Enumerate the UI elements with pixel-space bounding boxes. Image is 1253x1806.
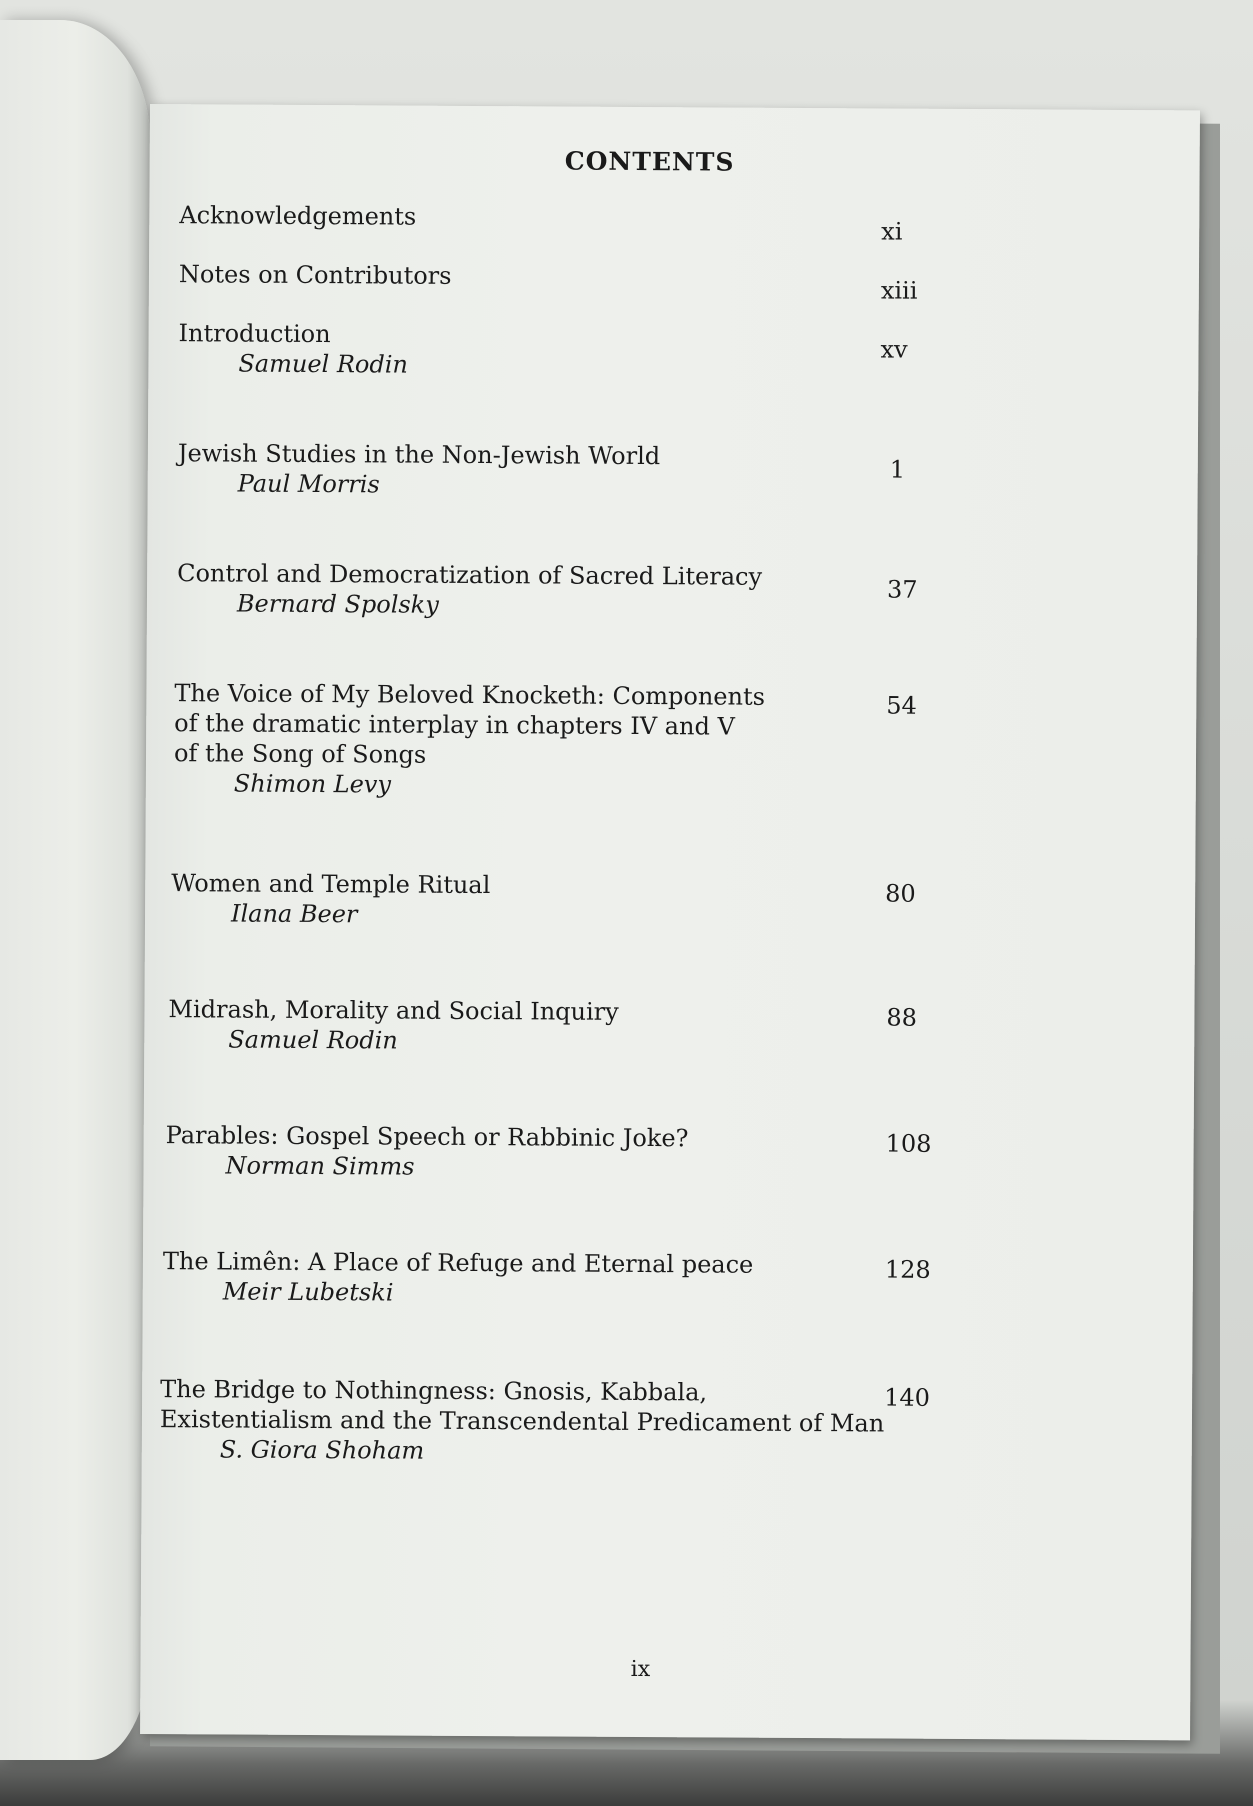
entry-title: Acknowledgements bbox=[179, 201, 417, 231]
entry-title: Jewish Studies in the Non-Jewish World bbox=[177, 439, 661, 471]
entry-page-number: 37 bbox=[886, 575, 918, 604]
entry-author: Ilana Beer bbox=[230, 899, 358, 929]
entry-author: Norman Simms bbox=[225, 1151, 415, 1181]
entry-page-number: 108 bbox=[885, 1129, 932, 1158]
entry-page-number: xi bbox=[881, 217, 903, 246]
entry-page-number: 54 bbox=[886, 691, 917, 720]
entry-title-line-2: of the dramatic interplay in chapters IV and V bbox=[174, 709, 735, 741]
toc-entry-notes-on-contributors bbox=[149, 259, 1199, 305]
toc-entry-introduction bbox=[149, 318, 1199, 379]
entry-title: Women and Temple Ritual bbox=[171, 869, 491, 900]
entry-title: Parables: Gospel Speech or Rabbinic Joke? bbox=[165, 1121, 689, 1153]
toc-entry-bridge-to-nothingness bbox=[142, 1374, 1192, 1465]
toc-entry-limen bbox=[143, 1246, 1193, 1307]
contents-heading: CONTENTS bbox=[564, 146, 735, 177]
entry-title-line-2: Existentialism and the Transcendental Predicament of Man bbox=[159, 1405, 885, 1438]
entry-title: Notes on Contributors bbox=[178, 260, 452, 290]
toc-entry-voice-of-my-beloved bbox=[146, 678, 1196, 799]
entry-page-number: 80 bbox=[885, 879, 916, 908]
entry-page-number: 140 bbox=[884, 1383, 931, 1412]
toc-entry-women-temple-ritual bbox=[145, 868, 1195, 929]
toc-entry-sacred-literacy bbox=[147, 558, 1197, 619]
toc-entry-acknowledgements bbox=[149, 200, 1199, 246]
contents-page bbox=[140, 104, 1200, 1740]
entry-author: Shimon Levy bbox=[233, 769, 392, 799]
entry-page-number: 88 bbox=[886, 1003, 918, 1032]
entry-page-number: 1 bbox=[889, 455, 906, 484]
page-folio-number: ix bbox=[630, 1656, 651, 1683]
left-page-curl bbox=[0, 20, 150, 1760]
entry-author: Meir Lubetski bbox=[222, 1277, 394, 1307]
entry-title: The Voice of My Beloved Knocketh: Components bbox=[174, 679, 766, 711]
entry-page-number: xiii bbox=[880, 276, 918, 305]
toc-entry-jewish-studies bbox=[148, 438, 1198, 499]
entry-title: Control and Democratization of Sacred Literacy bbox=[177, 559, 763, 591]
entry-title: The Limên: A Place of Refuge and Eternal peace bbox=[162, 1247, 754, 1279]
entry-author: Samuel Rodin bbox=[228, 1025, 398, 1055]
entry-author: Paul Morris bbox=[237, 469, 380, 499]
entry-author: Bernard Spolsky bbox=[236, 589, 439, 619]
entry-title: Midrash, Morality and Social Inquiry bbox=[168, 995, 619, 1026]
toc-entry-parables bbox=[144, 1120, 1194, 1181]
toc-entry-midrash bbox=[145, 994, 1195, 1055]
entry-page-number: xv bbox=[880, 335, 908, 364]
entry-title-line-3: of the Song of Songs bbox=[173, 739, 427, 769]
entry-author: S. Giora Shoham bbox=[219, 1435, 425, 1465]
entry-title: The Bridge to Nothingness: Gnosis, Kabbala, bbox=[160, 1375, 708, 1407]
entry-title: Introduction bbox=[178, 319, 331, 349]
entry-page-number: 128 bbox=[884, 1255, 931, 1284]
entry-author: Samuel Rodin bbox=[238, 349, 408, 379]
